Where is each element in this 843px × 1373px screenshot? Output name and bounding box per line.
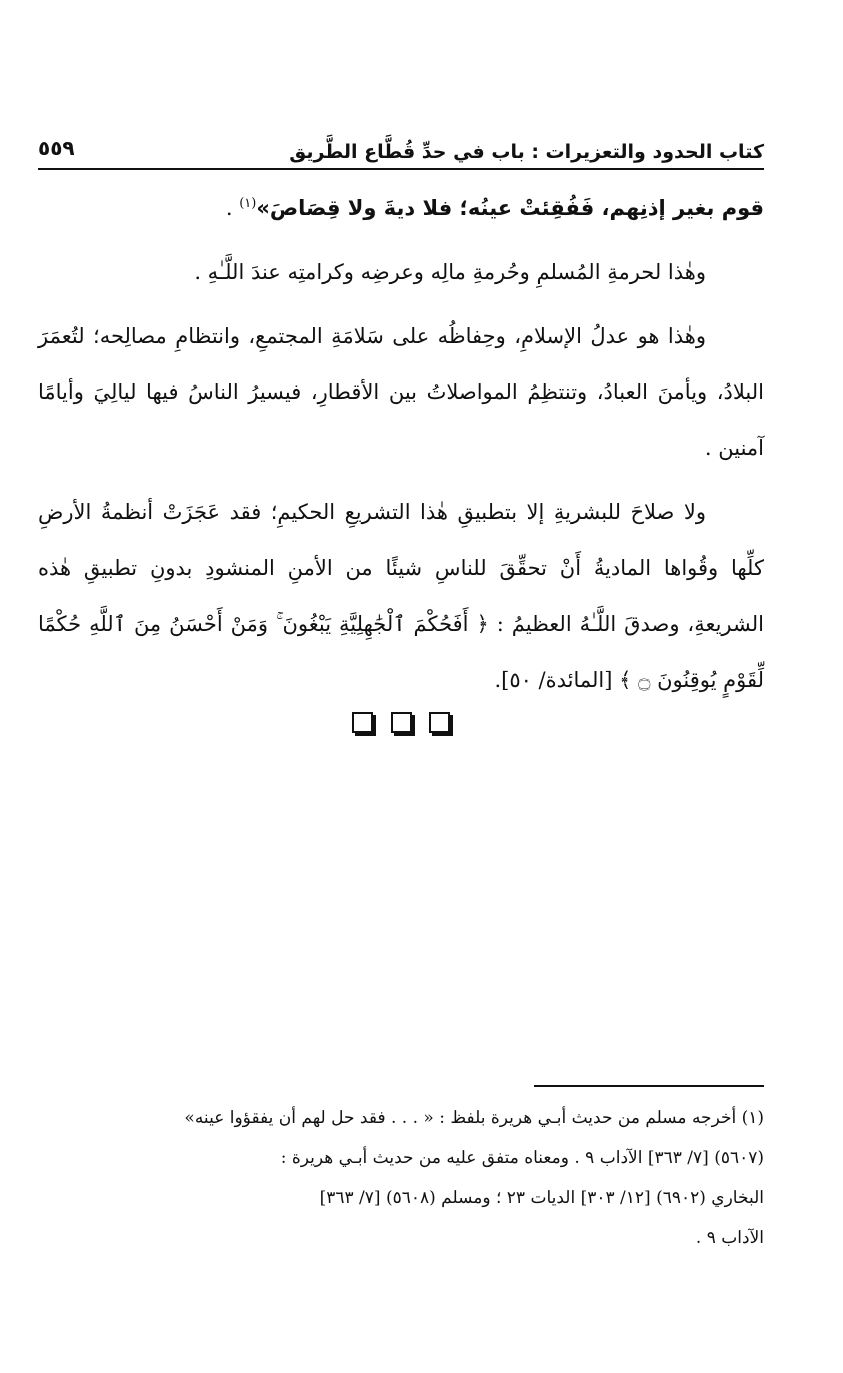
hadith-end-mark: . [225, 196, 240, 220]
paragraph-reform-text: ولا صلاحَ للبشريةِ إلا بتطبيقِ هٰذا التشريعِ الحكيمِ؛ فقد عَجَزَتْ أنظمةُ الأرضِ كلِّها وقُواها الماديةُ أَنْ تحقِّقَ للناسِ شيئًا من الأمنِ المنشودِ بدونِ تطبيقِ هٰذه الشريعةِ، وصدقَ اللَّـٰهُ العظيمُ : [38, 500, 764, 636]
footnote-line: الآداب ٩ . [695, 1228, 764, 1248]
footnotes [38, 1098, 764, 1258]
verse-citation: [المائدة/ ٥٠]. [494, 668, 620, 692]
footnote-line: (١) أخرجه مسلم من حديث أبـي هريرة بلفظ : « . . . فقد حل لهم أن يفقؤوا عينه» [184, 1108, 764, 1128]
ornament-box [391, 712, 412, 733]
paragraph-reform [38, 484, 764, 708]
footnote-line: البخاري (٦٩٠٢) [١٢/ ٣٠٣] الديات ٢٣ ؛ ومسلم (٥٦٠٨) [٧/ ٣٦٣] [319, 1188, 764, 1208]
page-number: ٥٥٩ [38, 136, 75, 160]
footnote-line: (٥٦٠٧) [٧/ ٣٦٣] الآداب ٩ . ومعناه متفق عليه من حديث أبـي هريرة : [280, 1148, 764, 1168]
paragraph-justice: وهٰذا هو عدلُ الإسلامِ، وحِفاظُه على سَلامَةِ المجتمعِ، وانتظامِ مصالِحه؛ لتُعمَرَ البلادُ، ويأمنَ العبادُ، وتنتظِمُ المواصلاتُ بين الأقطارِ، فيسيرُ الناسُ فيها ليالِيَ وأيامًا آمنين . [38, 324, 764, 460]
footnote-reference: (١) [239, 196, 257, 211]
section-end-ornament [38, 712, 764, 733]
paragraph-hadith-end [38, 180, 764, 236]
ornament-box [352, 712, 373, 733]
footnote-separator [534, 1085, 764, 1087]
quran-verse: ﴿ أَفَحُكْمَ ٱلْجَٰهِلِيَّةِ يَبْغُونَ ۚ وَمَنْ أَحْسَنُ مِنَ ٱللَّهِ حُكْمًا لِّقَوْمٍ يُوقِنُونَ ۝ ﴾ [38, 612, 764, 692]
paragraph-sanctity: وهٰذا لحرمةِ المُسلمِ وحُرمةِ مالِه وعرضِه وكرامتِه عندَ اللَّـٰهِ . [194, 260, 706, 284]
book-page [38, 0, 764, 1373]
chapter-title: كتاب الحدود والتعزيرات : باب في حدِّ قُطَّاع الطَّريق [289, 141, 764, 163]
running-header [38, 128, 764, 170]
hadith-text: قوم بغير إذنِهم، فَفُقِئتْ عينُه؛ فلا ديةَ ولا قِصَاصَ» [256, 196, 764, 220]
ornament-box [429, 712, 450, 733]
main-text [38, 180, 764, 716]
